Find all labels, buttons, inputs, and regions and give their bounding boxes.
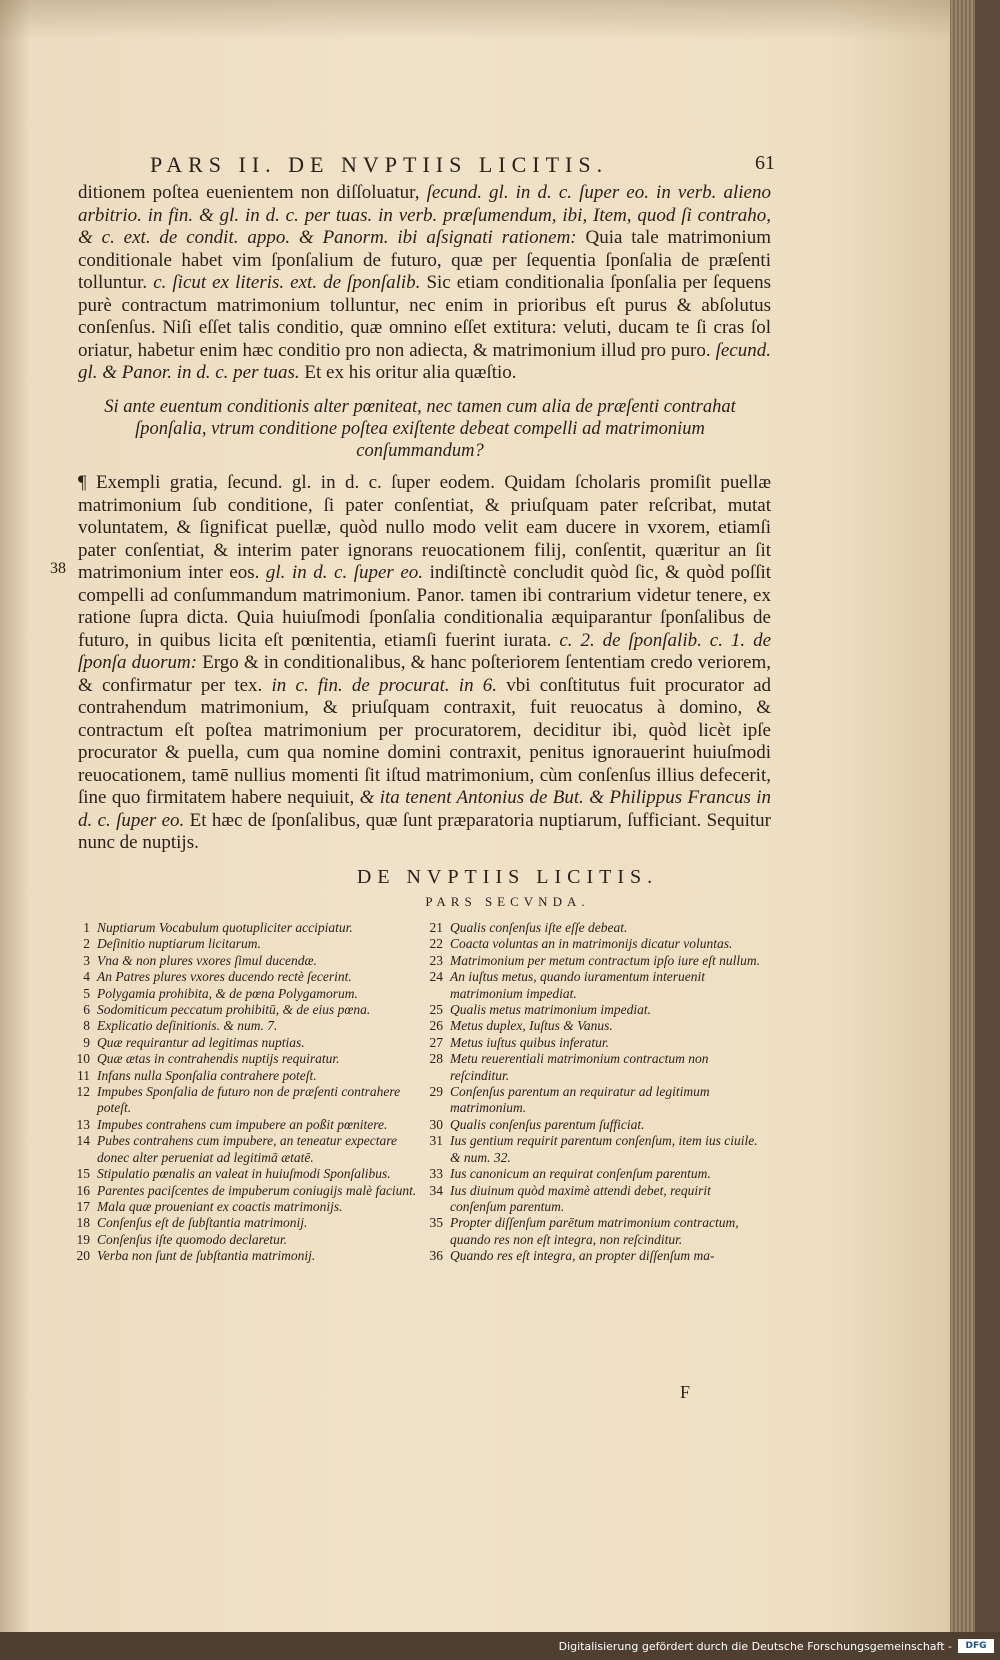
p2-citation-7: & ita tenent Antonius de But. & Philippus Francus in d. c. ſuper eo. — [78, 787, 772, 831]
dfg-logo: DFG — [958, 1639, 994, 1653]
index-entry-text: Infans nulla Sponſalia contrahere poteſt. — [97, 1067, 317, 1083]
index-entry — [415, 1002, 765, 1018]
index-entry-number: 15 — [76, 1166, 90, 1182]
index-entry-number: 34 — [429, 1182, 443, 1198]
index-entry-text: Verba non ſunt de ſubſtantia matrimonij. — [97, 1248, 316, 1264]
section-title: DE NVPTIIS LICITIS. — [356, 866, 659, 888]
p1-citation-5: ſecund. gl. & Panor. in d. c. per tuas. — [78, 339, 771, 383]
index-entry — [62, 1232, 417, 1248]
index-entry — [415, 1183, 765, 1216]
p2-text-0: ¶ Exempli gratia, ſecund. gl. in d. c. ſuper eodem. Quidam ſcholaris promiſit puellæ matrimonium ſub conditione, ſi pater conſentiat, & priuſquam pater reſcribat, mutat voluntatem, & ſignificat puellæ, quòd nullo modo velit eam ducere in vxorem, etiamſi pater conſentiat, & interim pater ignorans reuocationem filij, conſentit, quæritur an ſit matrimonium inter eos. — [78, 472, 771, 583]
index-entry — [62, 1018, 417, 1034]
index-entry-number: 24 — [429, 969, 443, 985]
index-entry-text: Impubes Sponſalia de futuro non de præſenti contrahere poteſt. — [97, 1084, 401, 1116]
index-entry-text: Vna & non plures vxores ſimul ducendæ. — [97, 952, 317, 968]
index-entry — [62, 1035, 417, 1051]
index-entry-number: 35 — [429, 1215, 443, 1231]
index-entry-text: Ius canonicum an requirat conſenſum parentum. — [450, 1166, 711, 1182]
index-entry — [415, 1051, 765, 1084]
funding-credit: Digitalisierung gefördert durch die Deutsche Forschungsgemeinschaft - — [558, 1640, 952, 1653]
index-entry-number: 28 — [429, 1051, 443, 1067]
index-entry-text: Metu reuerentiali matrimonium contractum non reſcinditur. — [450, 1051, 709, 1083]
index-entry-number: 8 — [83, 1018, 90, 1034]
index-entry — [62, 1183, 417, 1199]
paragraph-2 — [78, 472, 771, 855]
index-entry-number: 21 — [429, 920, 443, 935]
p1-text-2: Quia tale matrimonium conditionale habet vim ſponſalium de futuro, quæ per ſequentia ſponſalia de præſenti tolluntur. — [78, 227, 771, 293]
index-entry — [415, 1133, 765, 1166]
paragraph-1 — [78, 182, 771, 385]
index-entry-text: Ius diuinum quòd maximè attendi debet, requirit conſenſum parentum. — [450, 1182, 711, 1214]
index-entry-number: 17 — [76, 1198, 90, 1214]
digitization-footer — [0, 1632, 1000, 1660]
running-title: PARS II. DE NVPTIIS LICITIS. — [150, 152, 609, 177]
index-entry-number: 31 — [429, 1133, 443, 1149]
index-entry-number: 13 — [76, 1116, 90, 1132]
index-entry-number: 11 — [77, 1067, 90, 1083]
index-entry-text: Coacta voluntas an in matrimonijs dicatur voluntas. — [450, 936, 733, 952]
index-entry-number: 12 — [76, 1084, 90, 1100]
index-entry-text: Propter diſſenſum parētum matrimonium contractum, quando res non eſt integra, non reſcinditur. — [450, 1215, 739, 1247]
p1-citation-3: c. ſicut ex literis. ext. de ſponſalib. — [153, 272, 421, 293]
index-entry-number: 22 — [429, 936, 443, 952]
p1-text-4: Sic etiam conditionalia ſponſalia per ſequens purè contractum matrimonium tolluntur, nec enim in prioribus eſt purus & abſolutus conſenſus. Niſi eſſet talis conditio, quæ omnino eſſet extitura: veluti, ducam te ſi cras ſol oriatur, habetur enim hæc conditio pro non adiecta, & matrimonium illud pro puro. — [78, 272, 772, 361]
index-entry — [415, 1018, 765, 1034]
index-entry-text: Explicatio deſinitionis. & num. 7. — [97, 1018, 278, 1034]
index-entry-number: 27 — [429, 1034, 443, 1050]
index-entry-text: Sodomiticum peccatum prohibitū, & de eius pœna. — [97, 1002, 371, 1018]
index-entry — [415, 920, 765, 936]
p2-citation-5: in c. fin. de procurat. in 6. — [271, 674, 498, 696]
p2-citation-1: gl. in d. c. ſuper eo. — [265, 562, 424, 583]
index-entry-text: Quæ requirantur ad legitimas nuptias. — [97, 1034, 305, 1050]
index-entry-text: Conſenſus iſte quomodo declaretur. — [97, 1231, 287, 1247]
index-entry — [62, 1068, 417, 1084]
index-entry-number: 23 — [429, 952, 443, 968]
index-entry — [415, 1117, 765, 1133]
index-entry-number: 2 — [83, 936, 90, 952]
index-entry — [62, 1248, 417, 1264]
page-edges — [950, 0, 975, 1632]
top-shadow — [0, 0, 975, 40]
gutter-shadow — [0, 0, 30, 1632]
index-entry-text: An Patres plures vxores ducendo rectè ſecerint. — [97, 969, 352, 985]
index-entry-text: Qualis metus matrimonium impediat. — [450, 1002, 651, 1018]
index-entry — [62, 1199, 417, 1215]
index-entry-number: 33 — [429, 1166, 443, 1182]
p2-text-8: Et hæc de ſponſalibus, quæ ſunt præparatoria nuptiarum, ſufficiant. Sequitur nunc de nuptijs. — [78, 809, 771, 853]
index-entry-number: 25 — [429, 1002, 443, 1018]
index-entry-number: 18 — [76, 1215, 90, 1231]
index-entry-number: 29 — [429, 1084, 443, 1100]
index-entry — [62, 1166, 417, 1182]
index-entry — [415, 1248, 765, 1264]
index-entry-text: Conſenſus parentum an requiratur ad legitimum matrimonium. — [450, 1084, 710, 1116]
summary-index-left — [62, 920, 417, 1265]
index-entry-text: Quando res eſt integra, an propter diſſenſum ma- — [450, 1248, 715, 1264]
index-entry — [415, 969, 765, 1002]
index-entry-number: 19 — [76, 1231, 90, 1247]
index-entry — [415, 1166, 765, 1182]
index-entry-text: Matrimonium per metum contractum ipſo iure eſt nullum. — [450, 952, 760, 968]
index-entry — [62, 1084, 417, 1117]
index-entry — [415, 953, 765, 969]
index-entry — [62, 936, 417, 952]
index-entry — [62, 1117, 417, 1133]
index-entry-text: Pubes contrahens cum impubere, an teneatur expectare donec alter perueniat ad legitimā ætatē. — [97, 1133, 398, 1165]
folio-number: 61 — [755, 152, 775, 174]
index-entry-text: Deſinitio nuptiarum licitarum. — [97, 936, 261, 952]
index-entry-number: 9 — [83, 1034, 90, 1050]
index-entry-text: Parentes paciſcentes de impuberum coniugijs malè faciunt. — [97, 1182, 417, 1198]
index-entry-number: 4 — [83, 969, 90, 985]
index-entry — [415, 1215, 765, 1248]
index-entry-text: An iuſtus metus, quando iuramentum interuenit matrimonium impediat. — [450, 969, 705, 1001]
index-entry-number: 5 — [83, 985, 90, 1001]
index-entry — [415, 936, 765, 952]
index-entry-text: Nuptiarum Vocabulum quotupliciter accipiatur. — [97, 920, 353, 935]
index-entry — [62, 986, 417, 1002]
catchword: F — [680, 1382, 691, 1402]
index-entry-text: Conſenſus eſt de ſubſtantia matrimonij. — [97, 1215, 308, 1231]
index-entry-text: Polygamia prohibita, & de pœna Polygamorum. — [97, 985, 358, 1001]
index-entry-number: 36 — [429, 1248, 443, 1264]
index-entry-number: 1 — [83, 920, 90, 935]
index-entry-text: Stipulatio pœnalis an valeat in huiuſmodi Sponſalibus. — [97, 1166, 391, 1182]
index-entry-number: 26 — [429, 1018, 443, 1034]
index-entry-number: 10 — [76, 1051, 90, 1067]
index-entry — [62, 920, 417, 936]
index-entry — [62, 969, 417, 985]
summary-index-right — [415, 920, 765, 1265]
p2-text-6: vbi conſtitutus fuit procurator ad contrahendum matrimonium, & priuſquam contraxit, fuit reuocatus à domino, & contractum eſt poſtea matrimonium per procuratorem, deciditur ibi, quòd licèt ipſe procurator & puella, cum qua nomine domini contraxit, penitus ignorauerint huiuſmodi reuocationem, tamē nullius momenti ſit iſtud matrimonium, cùm conſenſus illius defecerit, ſine quo firmitatem habere nequiuit, — [78, 674, 772, 808]
index-entry-text: Ius gentium requirit parentum conſenſum, item ius ciuile. & num. 32. — [450, 1133, 758, 1165]
p2-citation-3: c. 2. de ſponſalib. c. 1. de ſponſa duorum: — [78, 629, 772, 673]
p2-text-4: Ergo & in conditionalibus, & hanc poſteriorem ſententiam credo veriorem, & confirmatur per tex. — [78, 652, 772, 696]
index-entry-number: 20 — [76, 1248, 90, 1264]
index-entry-number: 30 — [429, 1116, 443, 1132]
p1-text-0: ditionem poſtea euenientem non diſſoluatur, — [78, 182, 420, 203]
section-subtitle: PARS SECVNDA. — [425, 894, 590, 909]
index-entry-number: 3 — [83, 952, 90, 968]
index-entry-text: Metus iuſtus quibus inferatur. — [450, 1034, 610, 1050]
index-entry-text: Impubes contrahens cum impubere an poßit pœnitere. — [97, 1116, 388, 1132]
index-entry-number: 16 — [76, 1182, 90, 1198]
index-entry-number: 6 — [83, 1002, 90, 1018]
index-entry — [62, 1215, 417, 1231]
index-entry — [62, 1051, 417, 1067]
index-entry — [62, 1133, 417, 1166]
index-entry — [62, 1002, 417, 1018]
index-entry-text: Metus duplex, Iuſtus & Vanus. — [450, 1018, 613, 1034]
margin-number: 38 — [50, 560, 66, 577]
index-entry-text: Quæ ætas in contrahendis nuptijs requiratur. — [97, 1051, 340, 1067]
index-entry — [415, 1035, 765, 1051]
index-entry — [62, 953, 417, 969]
index-entry — [415, 1084, 765, 1117]
p1-citation-1: ſecund. gl. in d. c. ſuper eo. in verb. alieno arbitrio. in fin. & gl. in d. c. per tuas. in verb. præſumendum, ibi, Item, quod ſi contraho, & c. ext. de condit. appo. & Panorm. ibi aſsignati rationem: — [78, 182, 771, 248]
index-entry-text: Qualis conſenſus iſte eſſe debeat. — [450, 920, 628, 935]
index-entry-text: Qualis conſenſus parentum ſufficiat. — [450, 1116, 645, 1132]
p2-text-2: indiſtinctè concludit quòd ſic, & quòd poſſit compelli ad conſummandum matrimonium. Panor. tamen ibi contrarium videtur tenere, ex ratione ſupra dicta. Quia huiuſmodi ſponſalia conditionalia æquiparantur ſponſalibus de futuro, in quibus licita eſt pœnitentia, etiamſi fuerint iurata. — [78, 562, 772, 651]
question-heading: Si ante euentum conditionis alter pœniteat, nec tamen cum alia de præſenti contrahat ſponſalia, vtrum conditione poſtea exiſtente debeat compelli ad matrimonium conſummandum? — [104, 397, 736, 461]
index-entry-text: Mala quæ proueniant ex coactis matrimonijs. — [97, 1198, 343, 1214]
p1-text-6: Et ex his oritur alia quæſtio. — [304, 362, 517, 383]
index-entry-number: 14 — [76, 1133, 90, 1149]
